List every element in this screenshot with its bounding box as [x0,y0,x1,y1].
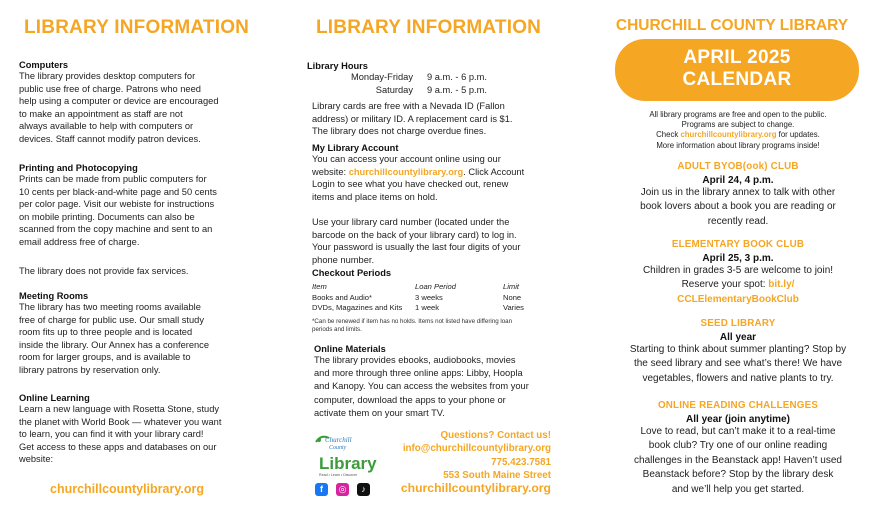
section-body [19,70,249,146]
text-line: to make an appointment as staff are not [19,108,183,119]
updates-link[interactable]: churchillcountylibrary.org [680,130,777,140]
event-date: April 24, 4 p.m. [702,175,774,186]
text-line: free of charge for public use. Our small study [19,314,204,325]
event-title: ONLINE READING CHALLENGES [657,400,819,411]
text-line: activate them on your smart TV. [314,407,445,418]
section-body [19,301,249,377]
logo-tagline: Read • Learn • Discover [319,473,358,477]
event-description [592,343,878,386]
library-name: CHURCHILL COUNTY LIBRARY [615,17,849,34]
event-title: ADULT BYOB(ook) CLUB [677,161,799,172]
text-line: Programs are subject to change. [681,120,795,130]
text-line: devices. Staff cannot modify patron devices. [19,133,201,144]
section-checkout-periods [312,268,557,334]
text-line: recently read. [707,215,769,227]
section-heading: Online Learning [19,393,90,403]
library-name-heading [586,17,878,35]
text-line [592,130,878,140]
section-heading: Meeting Rooms [19,291,89,301]
text-line: Use your library card number (located under the [312,216,510,227]
text-line: computer, download the apps to your phone or [314,394,506,405]
text-line: Get access to these apps and databases on our [19,441,217,452]
text-line: Join us in the library annex to talk with other [640,187,836,198]
text-span: Check [656,130,681,140]
text-line: items and place items on hold. [312,191,438,202]
table-cell: Books and Audio* [312,292,372,302]
section-printing [19,163,249,249]
text-line: *Can be renewed if item has no holds. Items not listed have differing loan [312,317,513,325]
text-line: and we’ll help you get started. [671,483,805,495]
event-date: All year [719,332,757,343]
text-line: inside the library. Our Annex has a conference [19,339,210,350]
panel-title: LIBRARY INFORMATION [316,17,542,38]
event-date: All year (join anytime) [686,414,790,425]
text-line: Children in grades 3-5 are welcome to join! [642,265,834,276]
calendar-banner [615,39,859,101]
text-line: challenges in the Beanstack app! Haven’t used [634,454,842,466]
text-line: Login to see what you have checked out, renew [312,179,509,190]
column-header: Item [312,282,327,291]
table-cell: Varies [503,303,524,312]
text-line: The library has two meeting rooms available [19,302,201,312]
event-description [592,425,878,497]
event-description [592,186,878,229]
text-line: help using a computer or device are encouraged [19,96,219,107]
logo-line1: Churchill [325,436,352,444]
section-heading: Checkout Periods [312,268,392,278]
section-heading: Online Materials [314,344,386,354]
facebook-icon[interactable]: f [315,483,328,496]
website-link[interactable]: churchillcountylibrary.org [50,482,204,496]
text-line: public use free of charge. Patrons who need [19,83,201,94]
calendar-intro [592,110,878,151]
library-logo [313,432,381,478]
event-elementary-book-club [592,239,878,307]
text-line: website: [19,454,54,465]
logo-line2: County [329,445,347,451]
calendar-panel [586,0,878,527]
text-line: 10 cents per black-and-white page and 50 cents [19,186,217,197]
contact-address: 553 South Maine Street [443,469,551,481]
text-line: The library does not charge overdue fines. [312,126,487,137]
hours-time: 9 a.m. - 6 p.m. [427,72,487,82]
contact-email[interactable]: info@churchillcountylibrary.org [402,443,551,455]
text-line: and more through three online apps: Libby, Hoopla [314,368,523,379]
text-line: The library provides ebooks, audiobooks, movies [314,355,516,365]
table-header-row [312,282,524,293]
banner-line: APRIL 2025 [683,47,791,68]
text-line: address) or military ID. A replacement card is $1. [312,113,513,124]
text-line: room fits up to three people and is located [19,327,193,338]
text-line: on mobile printing. Documents can also be [19,211,195,222]
text-line: Starting to think about summer planting? Stop by [629,344,847,355]
text-line: Beanstack before? Stop by the library desk [642,469,834,481]
text-line: email address free of charge. [19,236,140,247]
event-title: SEED LIBRARY [700,318,776,329]
text-line: vegetables, flowers and native plants to try. [642,372,834,384]
event-title: ELEMENTARY BOOK CLUB [671,239,805,250]
table-cell: 1 week [415,303,440,312]
hours-row [307,71,552,84]
text-line: The library provides desktop computers for [19,71,196,81]
text-line: Learn a new language with Rosetta Stone, study [19,404,220,414]
text-line: periods and limits. [312,325,362,333]
logo-word: Library [319,454,377,473]
section-online-materials [314,344,559,420]
text-line: Prints can be made from public computers for [19,174,207,184]
section-my-account [312,143,557,266]
text-span: for updates. [776,130,820,140]
library-information-panel-middle [293,0,586,527]
section-fax [19,265,249,278]
event-adult-book-club [592,161,878,229]
text-line: per color page. Visit our webiste for instructions [19,199,215,210]
section-heading: Library Hours [307,61,368,71]
contact-heading: Questions? Contact us! [440,430,551,441]
text-line: the planet with World Book — whatever you want [19,416,222,427]
text-line: Your password is usually the last four digits of your [312,242,521,253]
section-computers [19,60,249,146]
library-information-panel-left [0,0,293,527]
card-info [307,100,552,138]
text-line: Love to read, but can’t make it to a real-time [640,426,836,437]
social-links [315,483,370,496]
hours-row [307,84,552,97]
hours-day: Monday-Friday [350,72,413,82]
checkout-table [312,282,524,314]
text-line: room for larger groups, and is available to [19,352,191,363]
hours-time: 9 a.m. - 5 p.m. [427,85,487,95]
text-span: Reserve your spot: [681,279,769,291]
section-meeting-rooms [19,291,249,377]
column-header: Limit [503,282,520,291]
text-line: scanned from the copy machine and sent to an [19,224,213,235]
text-line: phone number. [312,254,375,265]
section-heading: Printing and Photocopying [19,163,138,173]
contact-website-link[interactable]: churchillcountylibrary.org [400,481,551,496]
section-body [312,153,557,266]
contact-block [401,429,551,495]
table-cell: None [503,292,522,302]
text-line: Library cards are free with a Nevada ID (Fallon [312,101,505,111]
reserve-link-continued[interactable]: CCLElementaryBookClub [677,293,799,305]
table-row [312,303,524,314]
text-span: website: [312,166,349,177]
panel-title: LIBRARY INFORMATION [24,17,250,38]
tiktok-icon[interactable]: ♪ [357,483,370,496]
text-line [592,278,878,292]
text-line: book lovers about a book you are reading or [640,201,836,213]
column-header: Loan Period [415,282,456,291]
event-description [592,264,878,307]
section-body [314,354,559,420]
event-online-reading-challenges [592,400,878,497]
text-line: barcode on the back of your library card) to log in. [312,229,517,240]
account-website-link[interactable]: churchillcountylibrary.org [348,166,464,177]
fax-note: The library does not provide fax services. [19,266,189,276]
section-heading: Computers [19,60,69,70]
text-line: and Kanopy. You can access the websites from your [314,381,529,392]
section-library-hours [307,61,552,138]
table-cell: 3 weeks [415,292,443,302]
reserve-link[interactable]: bit.ly/ [768,279,795,291]
section-body [19,173,249,249]
text-line: the seed library and see what’s there! We have [633,358,843,370]
logo-graphic [313,432,381,478]
section-online-learning [19,393,249,466]
section-heading: My Library Account [312,143,399,153]
table-row [312,293,524,304]
table-cell: DVDs, Magazines and Kits [312,303,403,312]
event-seed-library [592,318,878,386]
checkout-footnote [312,318,557,334]
contact-phone[interactable]: 775.423.7581 [491,456,551,468]
section-body [19,403,249,466]
text-line: You can access your account online using our [312,154,501,164]
text-line [312,166,557,179]
instagram-icon[interactable]: ◎ [336,483,349,496]
text-line: always available to help with computers or [19,121,194,132]
text-line: library patrons by reservation only. [19,364,161,375]
text-span: . Click Account [463,166,525,177]
text-line: book club? Try one of our online reading [648,440,828,452]
text-line: to learn, you can find it with your library card! [19,429,204,440]
text-line: More information about library programs inside! [656,140,820,150]
hours-day: Saturday [375,85,413,95]
banner-line: CALENDAR [682,69,792,90]
text-line: All library programs are free and open to the public. [649,110,827,119]
event-date: April 25, 3 p.m. [702,253,774,264]
